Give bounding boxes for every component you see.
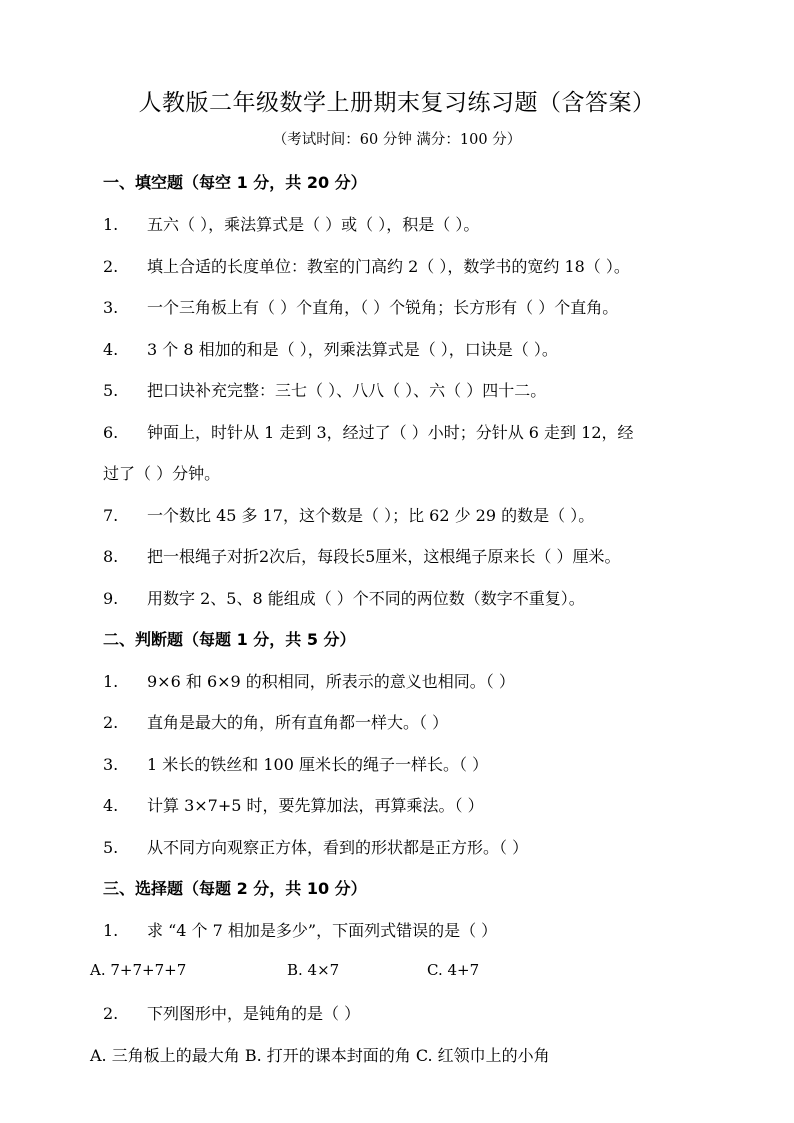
choice-option-b: B. 4×7	[287, 961, 340, 979]
question-item	[103, 378, 546, 401]
question-item	[103, 544, 620, 567]
question-text: 钟面上，时针从 1 走到 3，经过了（ ）小时；分针从 6 走到 12，经	[147, 423, 634, 442]
question-item	[103, 254, 630, 277]
question-text: 从不同方向观察正方体，看到的形状都是正方形。（ ）	[147, 838, 529, 857]
section-heading-true-false: 二、判断题（每题 1 分，共 5 分）	[103, 630, 356, 649]
question-number: 4.	[103, 340, 119, 359]
question-number: 1.	[103, 215, 119, 234]
question-item	[103, 212, 479, 235]
question-text: 把口诀补充完整：三七（ ）、八八（ ）、六（ ）四十二。	[147, 381, 547, 400]
question-number: 3.	[103, 755, 119, 774]
question-item	[103, 420, 634, 443]
question-number: 2.	[103, 713, 119, 732]
question-item	[103, 918, 497, 941]
question-text: 1 米长的铁丝和 100 厘米长的绳子一样长。（ ）	[147, 755, 489, 774]
question-item	[103, 835, 528, 858]
choice-option-a: A. 7+7+7+7	[90, 961, 187, 979]
question-text: 一个三角板上有（ ）个直角，（ ）个锐角；长方形有（ ）个直角。	[147, 298, 619, 317]
exam-info: （考试时间：60 分钟 满分：100 分）	[272, 132, 522, 148]
question-text: 下列图形中，是钝角的是（ ）	[147, 1004, 361, 1023]
section-heading-fill-blank: 一、填空题（每空 1 分，共 20 分）	[103, 173, 367, 192]
question-number: 9.	[103, 589, 119, 608]
question-text: 把一根绳子对折2次后，每段长5厘米，这根绳子原来长（ ）厘米。	[147, 547, 621, 566]
choice-option-c: C. 4+7	[427, 961, 480, 979]
question-text: 计算 3×7+5 时，要先算加法，再算乘法。（ ）	[147, 796, 484, 815]
question-item	[103, 752, 488, 775]
question-number: 4.	[103, 796, 119, 815]
question-text: 3 个 8 相加的和是（ ），列乘法算式是（ ），口诀是（ ）。	[147, 340, 558, 359]
question-number: 8.	[103, 547, 119, 566]
question-number: 5.	[103, 381, 119, 400]
question-text: 直角是最大的角，所有直角都一样大。（ ）	[147, 713, 449, 732]
question-text-continued: 过了（ ）分钟。	[103, 464, 221, 483]
question-text: 9×6 和 6×9 的积相同，所表示的意义也相同。（ ）	[147, 672, 515, 691]
question-item	[103, 337, 558, 360]
question-text: 填上合适的长度单位：教室的门高约 2（ ），数学书的宽约 18（ ）。	[147, 257, 630, 276]
question-number: 1.	[103, 921, 119, 940]
section-heading-multiple-choice: 三、选择题（每题 2 分，共 10 分）	[103, 879, 367, 898]
question-item	[103, 586, 585, 609]
page-title: 人教版二年级数学上册期末复习练习题（含答案）	[138, 90, 656, 116]
question-item	[103, 793, 484, 816]
question-number: 2.	[103, 257, 119, 276]
choice-options-line: A. 三角板上的最大角 B. 打开的课本封面的角 C. 红领巾上的小角	[90, 1046, 550, 1065]
question-text: 一个数比 45 多 17，这个数是（ ）；比 62 少 29 的数是（ ）。	[147, 506, 595, 525]
question-item	[103, 1001, 360, 1024]
question-item	[103, 669, 515, 692]
question-number: 2.	[103, 1004, 119, 1023]
question-text: 五六（ ），乘法算式是（ ）或（ ），积是（ ）。	[147, 215, 480, 234]
question-number: 7.	[103, 506, 119, 525]
question-number: 1.	[103, 672, 119, 691]
question-number: 6.	[103, 423, 119, 442]
question-text: 求 “4 个 7 相加是多少”，下面列式错误的是（ ）	[147, 921, 498, 940]
question-item	[103, 295, 618, 318]
question-text: 用数字 2、5、8 能组成（ ）个不同的两位数（数字不重复）。	[147, 589, 585, 608]
question-item	[103, 503, 594, 526]
question-item	[103, 710, 448, 733]
question-number: 5.	[103, 838, 119, 857]
question-number: 3.	[103, 298, 119, 317]
